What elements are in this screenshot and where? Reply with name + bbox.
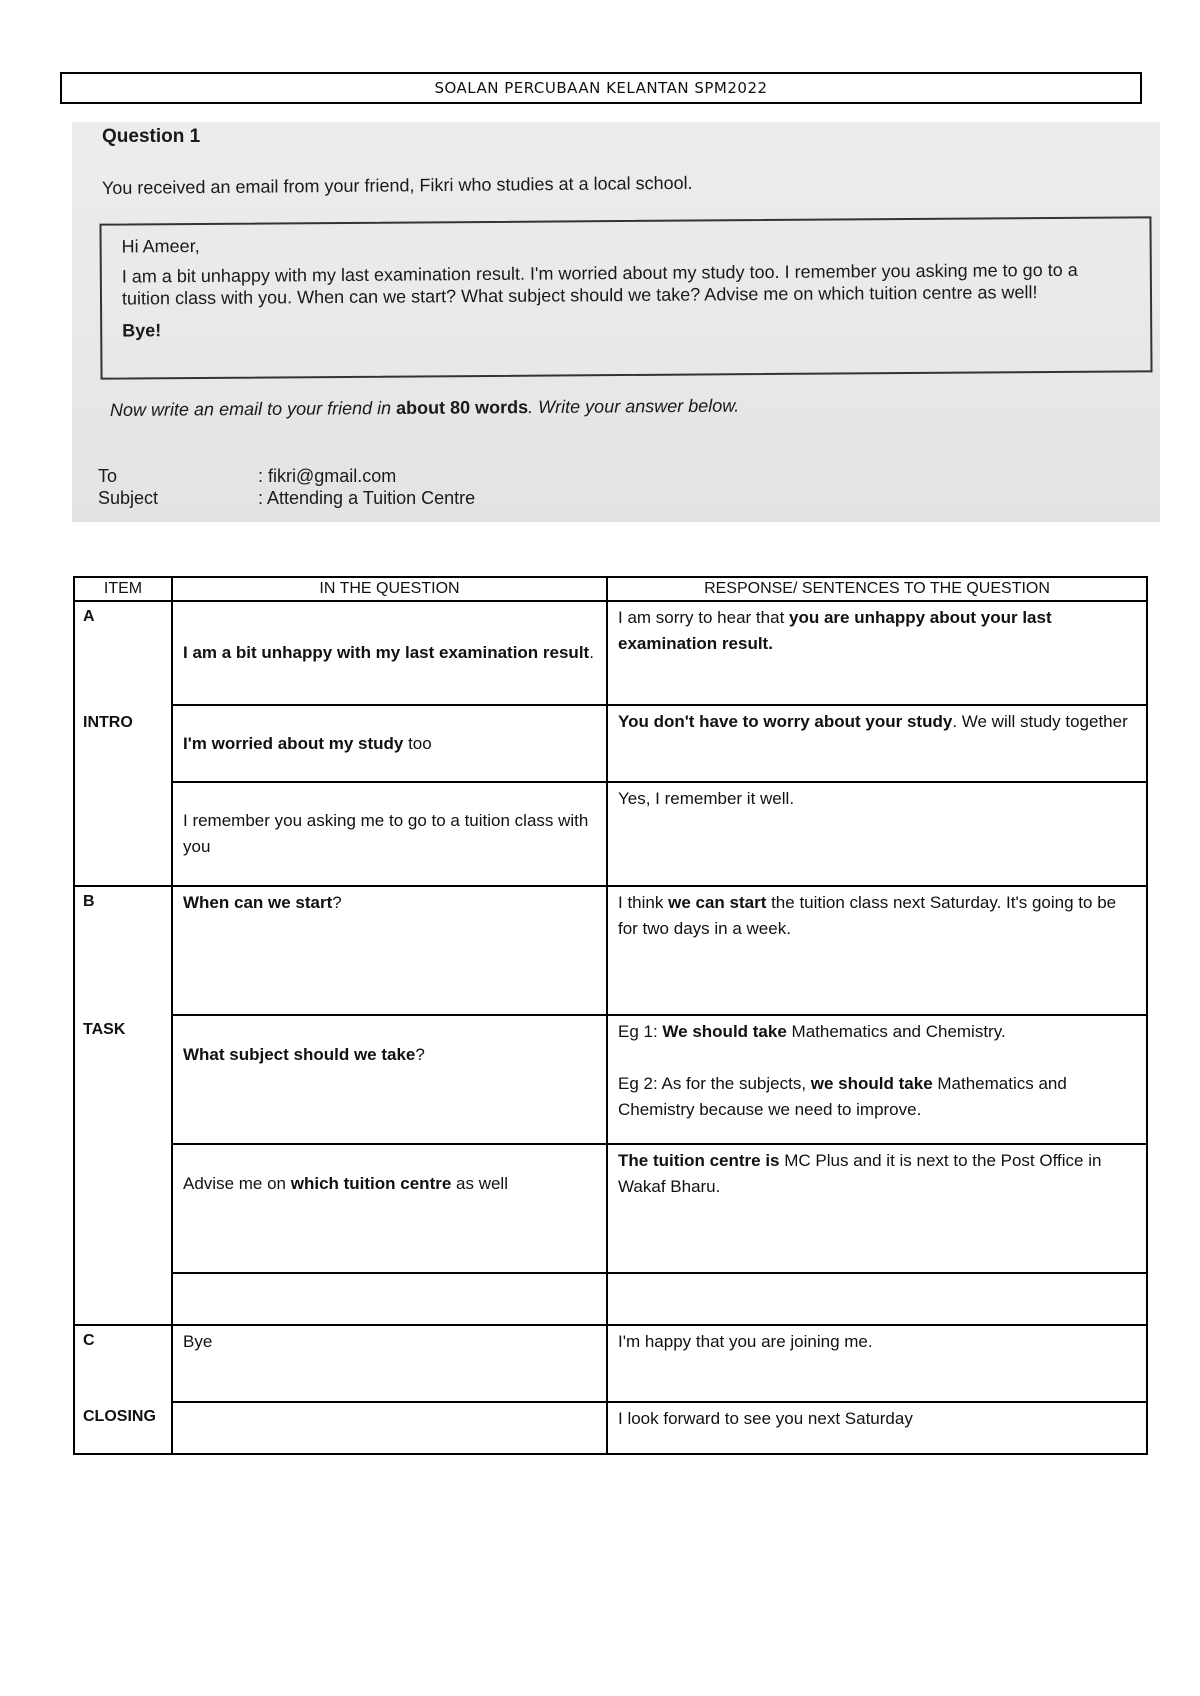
section-c: C CLOSING [74,1325,172,1454]
response-cell: The tuition centre is MC Plus and it is next to the Post Office in Wakaf Bharu. [607,1144,1147,1273]
question-photo [72,122,1160,522]
document-header [60,72,1142,104]
email-body: I am a bit unhappy with my last examination result. I'm worried about my study too. I remember you asking me to go to a tuition class with you. When can we start? What subject should we take? Advise me on which tuition centre as well! [121,259,1078,309]
to-line [98,466,396,487]
section-a: A INTRO [74,601,172,886]
question-cell [172,1273,607,1325]
question-intro: You received an email from your friend, Fikri who studies at a local school. [101,172,693,198]
response-cell [607,1273,1147,1325]
table-row [74,1144,1147,1273]
response-table [73,576,1148,1455]
table-row [74,601,1147,705]
response-cell: I am sorry to hear that you are unhappy about your last examination result. [607,601,1147,705]
question-cell [172,1402,607,1454]
table-row [74,782,1147,886]
response-cell: I look forward to see you next Saturday [607,1402,1147,1454]
subject-value: : Attending a Tuition Centre [258,488,476,508]
table-row [74,705,1147,782]
table-header-row [74,577,1147,601]
header-title: SOALAN PERCUBAAN KELANTAN SPM2022 [434,79,768,97]
subject-line [98,488,475,509]
header-in-question: IN THE QUESTION [172,577,607,601]
response-cell: Eg 1: We should take Mathematics and Chemistry. Eg 2: As for the subjects, we should take Mathematics and Chemistry because we need to improve. [607,1015,1147,1144]
question-title: Question 1 [102,126,201,147]
table-row [74,1325,1147,1402]
question-cell: When can we start? [172,886,607,1015]
response-cell: You don't have to worry about your study. We will study together [607,705,1147,782]
question-cell: I remember you asking me to go to a tuition class with you [172,782,607,886]
header-response: RESPONSE/ SENTENCES TO THE QUESTION [607,577,1147,601]
email-greeting: Hi Ameer, [121,235,200,257]
section-b: B TASK [74,886,172,1325]
email-box [99,216,1152,379]
question-cell: I am a bit unhappy with my last examination result. [172,601,607,705]
question-cell: I'm worried about my study too [172,705,607,782]
response-cell: I think we can start the tuition class next Saturday. It's going to be for two days in a week. [607,886,1147,1015]
header-item: ITEM [74,577,172,601]
table-row [74,886,1147,1015]
table-row [74,1015,1147,1144]
instruction: Now write an email to your friend in about 80 words. Write your answer below. [109,395,740,420]
to-label: To [98,466,118,486]
table-row [74,1402,1147,1454]
subject-label: Subject [98,488,159,508]
response-cell: Yes, I remember it well. [607,782,1147,886]
email-signoff: Bye! [122,320,162,341]
table-row [74,1273,1147,1325]
question-cell: What subject should we take? [172,1015,607,1144]
question-cell: Advise me on which tuition centre as well [172,1144,607,1273]
to-value: : fikri@gmail.com [258,466,397,486]
question-cell: Bye [172,1325,607,1402]
response-cell: I'm happy that you are joining me. [607,1325,1147,1402]
